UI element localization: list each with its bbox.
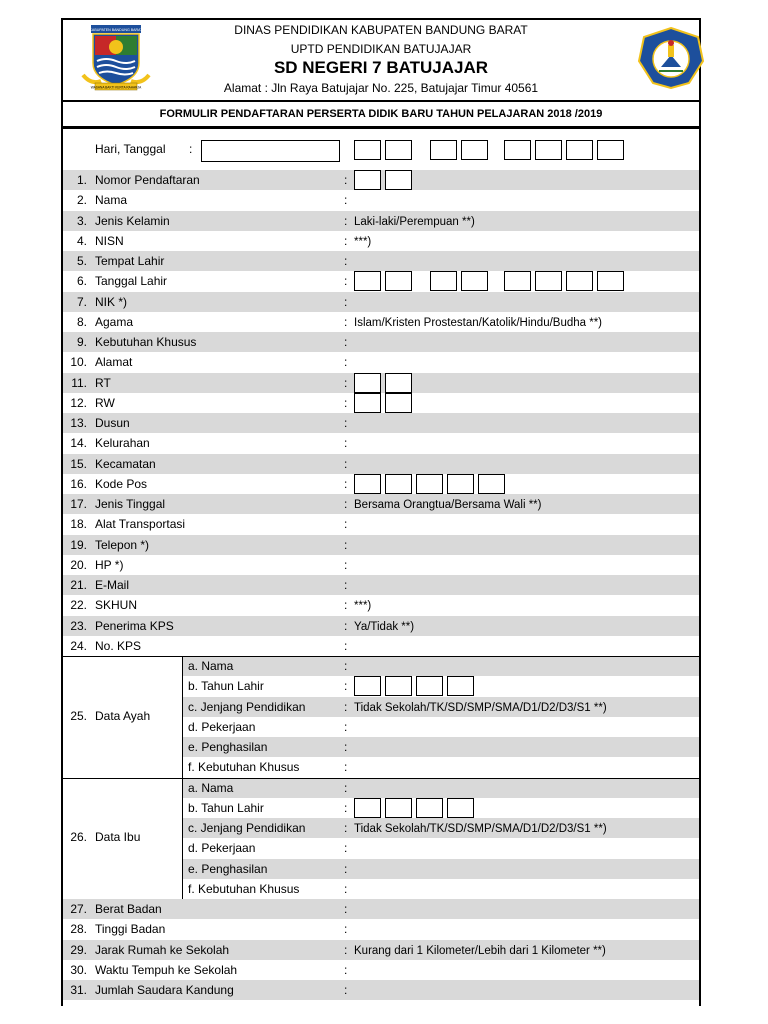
entry-box-1[interactable] bbox=[354, 474, 381, 494]
sub-label: f. Kebutuhan Khusus bbox=[188, 881, 300, 896]
row-colon: : bbox=[344, 375, 348, 390]
row-number: 23. bbox=[70, 618, 87, 633]
row-label: Dusun bbox=[95, 416, 130, 430]
row-number: 7. bbox=[76, 294, 87, 309]
form-row bbox=[63, 413, 699, 433]
row-label: Alamat bbox=[95, 355, 133, 370]
row-number: 18. bbox=[70, 517, 87, 532]
entry-box-3[interactable] bbox=[430, 271, 457, 291]
entry-box-2[interactable] bbox=[385, 271, 412, 291]
form-row bbox=[63, 211, 699, 231]
group-label bbox=[63, 778, 183, 900]
form-row bbox=[63, 555, 699, 575]
row-colon: : bbox=[344, 497, 348, 511]
entry-box-3[interactable] bbox=[416, 474, 443, 494]
entry-box-2[interactable] bbox=[385, 676, 412, 696]
row-colon: : bbox=[344, 557, 348, 572]
form-row bbox=[63, 292, 699, 312]
date-digit-box-1[interactable] bbox=[354, 140, 381, 160]
date-text-field[interactable] bbox=[201, 140, 340, 162]
entry-box-3[interactable] bbox=[416, 798, 443, 818]
row-colon: : bbox=[344, 821, 348, 835]
form-row bbox=[63, 960, 699, 980]
row-label: Tanggal Lahir bbox=[95, 274, 168, 289]
form-row bbox=[63, 454, 699, 474]
form-title: FORMULIR PENDAFTARAN PERSERTA DIDIK BARU TAHUN PELAJARAN 2018 /2019 bbox=[63, 100, 699, 129]
row-colon: : bbox=[344, 517, 348, 532]
row-number: 16. bbox=[70, 476, 87, 491]
group-border bbox=[63, 778, 699, 779]
entry-box-3[interactable] bbox=[416, 676, 443, 696]
date-digit-box-3[interactable] bbox=[430, 140, 457, 160]
entry-box-1[interactable] bbox=[354, 373, 381, 393]
date-digit-box-4[interactable] bbox=[461, 140, 488, 160]
row-colon: : bbox=[344, 618, 348, 633]
row-colon: : bbox=[344, 436, 348, 451]
row-number: 8. bbox=[76, 314, 87, 329]
row-colon: : bbox=[344, 193, 348, 208]
row-colon: : bbox=[344, 841, 348, 856]
form-row bbox=[63, 474, 699, 494]
row-number: 27. bbox=[70, 902, 87, 916]
row-label: Tinggi Badan bbox=[95, 922, 166, 937]
entry-box-5[interactable] bbox=[504, 271, 531, 291]
row-number: 13. bbox=[70, 416, 87, 430]
sub-label: c. Jenjang Pendidikan bbox=[188, 821, 306, 835]
sub-label: d. Pekerjaan bbox=[188, 841, 256, 856]
row-number: 3. bbox=[76, 213, 87, 228]
row-number: 9. bbox=[76, 335, 87, 349]
row-colon: : bbox=[344, 314, 348, 329]
group-border bbox=[63, 656, 699, 657]
group-title: Data Ibu bbox=[95, 830, 141, 845]
row-colon: : bbox=[344, 719, 348, 734]
sub-label: d. Pekerjaan bbox=[188, 719, 256, 734]
sub-label: e. Penghasilan bbox=[188, 740, 268, 754]
row-colon: : bbox=[344, 395, 348, 410]
row-colon: : bbox=[344, 355, 348, 370]
row-label: Agama bbox=[95, 314, 134, 329]
entry-box-7[interactable] bbox=[566, 271, 593, 291]
row-colon: : bbox=[344, 335, 348, 349]
form-row bbox=[63, 433, 699, 453]
row-number: 14. bbox=[70, 436, 87, 451]
date-digit-box-6[interactable] bbox=[535, 140, 562, 160]
entry-box-2[interactable] bbox=[385, 393, 412, 413]
entry-box-4[interactable] bbox=[447, 474, 474, 494]
row-label: Kelurahan bbox=[95, 436, 150, 451]
row-number: 19. bbox=[70, 537, 87, 552]
row-number: 1. bbox=[76, 173, 87, 187]
sub-label: e. Penghasilan bbox=[188, 861, 268, 876]
form-row bbox=[63, 899, 699, 919]
row-colon: : bbox=[344, 476, 348, 491]
row-number: 6. bbox=[76, 274, 87, 289]
row-number: 12. bbox=[70, 395, 87, 410]
row-colon: : bbox=[344, 861, 348, 876]
row-label: Berat Badan bbox=[95, 902, 162, 916]
group-number: 26. bbox=[70, 830, 87, 845]
row-number: 17. bbox=[70, 497, 87, 511]
entry-box-1[interactable] bbox=[354, 271, 381, 291]
group-divider bbox=[182, 778, 183, 900]
form-row bbox=[63, 919, 699, 939]
row-label: No. KPS bbox=[95, 638, 142, 653]
row-colon: : bbox=[344, 173, 348, 187]
entry-box-2[interactable] bbox=[385, 474, 412, 494]
form-row bbox=[63, 170, 699, 190]
registration-form bbox=[61, 18, 701, 1006]
row-number: 5. bbox=[76, 254, 87, 268]
row-colon: : bbox=[344, 780, 348, 795]
entry-box-2[interactable] bbox=[385, 373, 412, 393]
row-value[interactable]: Islam/Kristen Prostestan/Katolik/Hindu/Budha **) bbox=[354, 316, 603, 329]
row-number: 28. bbox=[70, 922, 87, 937]
row-value[interactable]: ***) bbox=[354, 600, 372, 613]
row-colon: : bbox=[344, 983, 348, 997]
row-colon: : bbox=[344, 598, 348, 613]
form-row bbox=[63, 636, 699, 656]
form-row bbox=[63, 393, 699, 413]
row-colon: : bbox=[344, 537, 348, 552]
row-label: Kebutuhan Khusus bbox=[95, 335, 197, 349]
entry-box-1[interactable] bbox=[354, 676, 381, 696]
row-number: 30. bbox=[70, 962, 87, 977]
svg-text:WASANA BAKTI KERTA RAHARJA: WASANA BAKTI KERTA RAHARJA bbox=[90, 85, 142, 90]
form-row bbox=[63, 251, 699, 271]
row-colon: : bbox=[344, 578, 348, 592]
sub-label: c. Jenjang Pendidikan bbox=[188, 699, 306, 714]
entry-box-4[interactable] bbox=[461, 271, 488, 291]
date-colon: : bbox=[189, 142, 193, 156]
entry-box-1[interactable] bbox=[354, 393, 381, 413]
entry-box-1[interactable] bbox=[354, 798, 381, 818]
row-value[interactable]: Kurang dari 1 Kilometer/Lebih dari 1 Kilometer **) bbox=[354, 944, 606, 957]
row-colon: : bbox=[344, 456, 348, 471]
row-number: 21. bbox=[70, 578, 87, 592]
form-row bbox=[63, 575, 699, 595]
row-label: HP *) bbox=[95, 557, 124, 572]
row-label: Tempat Lahir bbox=[95, 254, 165, 268]
school-address: Alamat : Jln Raya Batujajar No. 225, Batujajar Timur 40561 bbox=[223, 81, 539, 95]
row-value[interactable]: Laki-laki/Perempuan **) bbox=[354, 215, 475, 228]
row-number: 15. bbox=[70, 456, 87, 471]
school-name: SD NEGERI 7 BATUJAJAR bbox=[273, 58, 489, 77]
sub-label: b. Tahun Lahir bbox=[188, 800, 264, 815]
form-row bbox=[63, 494, 699, 514]
row-number: 20. bbox=[70, 557, 87, 572]
group-divider bbox=[182, 656, 183, 778]
row-value[interactable]: Tidak Sekolah/TK/SD/SMP/SMA/D1/D2/D3/S1 **) bbox=[354, 701, 607, 714]
row-label: Jenis Tinggal bbox=[95, 497, 166, 511]
row-label: Kecamatan bbox=[95, 456, 156, 471]
sub-label: a. Nama bbox=[188, 659, 234, 673]
row-label: Nomor Pendaftaran bbox=[95, 173, 200, 187]
sub-label: f. Kebutuhan Khusus bbox=[188, 760, 300, 775]
form-row bbox=[63, 271, 699, 291]
row-label: Alat Transportasi bbox=[95, 517, 186, 532]
form-row bbox=[63, 352, 699, 372]
group-title: Data Ayah bbox=[95, 708, 151, 723]
sub-label: a. Nama bbox=[188, 780, 234, 795]
row-colon: : bbox=[344, 740, 348, 754]
row-label: Jenis Kelamin bbox=[95, 213, 170, 228]
row-label: Telepon *) bbox=[95, 537, 150, 552]
date-row bbox=[63, 134, 699, 170]
row-number: 10. bbox=[70, 355, 87, 370]
form-row bbox=[63, 312, 699, 332]
row-colon: : bbox=[344, 294, 348, 309]
form-header bbox=[63, 20, 699, 100]
row-number: 4. bbox=[76, 233, 87, 248]
svg-text:KABUPATEN BANDUNG BARAT: KABUPATEN BANDUNG BARAT bbox=[89, 28, 143, 32]
row-label: SKHUN bbox=[95, 598, 138, 613]
row-number: 22. bbox=[70, 598, 87, 613]
agency-name: DINAS PENDIDIKAN KABUPATEN BANDUNG BARAT bbox=[234, 23, 528, 37]
entry-box-2[interactable] bbox=[385, 170, 412, 190]
row-number: 11. bbox=[71, 375, 87, 390]
group-number: 25. bbox=[70, 708, 87, 723]
row-number: 2. bbox=[76, 193, 87, 208]
row-label: NIK *) bbox=[95, 294, 128, 309]
row-colon: : bbox=[344, 638, 348, 653]
row-value[interactable]: ***) bbox=[354, 235, 372, 248]
entry-box-2[interactable] bbox=[385, 798, 412, 818]
row-colon: : bbox=[344, 679, 348, 694]
form-row bbox=[63, 595, 699, 615]
row-number: 24. bbox=[70, 638, 87, 653]
row-colon: : bbox=[344, 902, 348, 916]
row-label: Penerima KPS bbox=[95, 618, 174, 633]
row-colon: : bbox=[344, 274, 348, 289]
date-digit-box-7[interactable] bbox=[566, 140, 593, 160]
sub-label: b. Tahun Lahir bbox=[188, 679, 264, 694]
row-value[interactable]: Ya/Tidak **) bbox=[354, 620, 415, 633]
form-row bbox=[63, 514, 699, 534]
row-label: Jumlah Saudara Kandung bbox=[95, 983, 234, 997]
form-row bbox=[63, 616, 699, 636]
row-colon: : bbox=[344, 800, 348, 815]
row-colon: : bbox=[344, 233, 348, 248]
row-number: 29. bbox=[70, 942, 87, 957]
form-row bbox=[63, 190, 699, 210]
row-colon: : bbox=[344, 213, 348, 228]
entry-box-5[interactable] bbox=[478, 474, 505, 494]
date-digit-box-2[interactable] bbox=[385, 140, 412, 160]
row-colon: : bbox=[344, 699, 348, 714]
row-colon: : bbox=[344, 942, 348, 957]
row-colon: : bbox=[344, 254, 348, 268]
row-label: Nama bbox=[95, 193, 128, 208]
row-label: E-Mail bbox=[95, 578, 130, 592]
row-value[interactable]: Bersama Orangtua/Bersama Wali **) bbox=[354, 499, 542, 511]
entry-box-4[interactable] bbox=[447, 798, 474, 818]
date-digit-box-8[interactable] bbox=[597, 140, 624, 160]
row-label: Kode Pos bbox=[95, 476, 148, 491]
form-row bbox=[63, 332, 699, 352]
row-colon: : bbox=[344, 416, 348, 430]
row-label: Jarak Rumah ke Sekolah bbox=[95, 942, 230, 957]
row-label: Waktu Tempuh ke Sekolah bbox=[95, 962, 238, 977]
entry-box-6[interactable] bbox=[535, 271, 562, 291]
west-java-emblem-logo bbox=[637, 27, 705, 89]
row-colon: : bbox=[344, 881, 348, 896]
row-label: NISN bbox=[95, 233, 124, 248]
row-value[interactable]: Tidak Sekolah/TK/SD/SMP/SMA/D1/D2/D3/S1 **) bbox=[354, 823, 607, 835]
row-colon: : bbox=[344, 659, 348, 673]
row-number: 31. bbox=[70, 983, 87, 997]
form-row bbox=[63, 940, 699, 960]
row-colon: : bbox=[344, 962, 348, 977]
form-row bbox=[63, 231, 699, 251]
uptd-name: UPTD PENDIDIKAN BATUJAJAR bbox=[290, 42, 472, 56]
row-label: RW bbox=[95, 395, 115, 410]
row-colon: : bbox=[344, 922, 348, 937]
row-colon: : bbox=[344, 760, 348, 775]
date-label: Hari, Tanggal bbox=[95, 142, 166, 156]
form-row bbox=[63, 373, 699, 393]
form-row bbox=[63, 980, 699, 1000]
date-digit-box-5[interactable] bbox=[504, 140, 531, 160]
entry-box-8[interactable] bbox=[597, 271, 624, 291]
row-label: RT bbox=[95, 375, 111, 390]
entry-box-4[interactable] bbox=[447, 676, 474, 696]
entry-box-1[interactable] bbox=[354, 170, 381, 190]
form-row bbox=[63, 535, 699, 555]
group-label bbox=[63, 656, 183, 778]
